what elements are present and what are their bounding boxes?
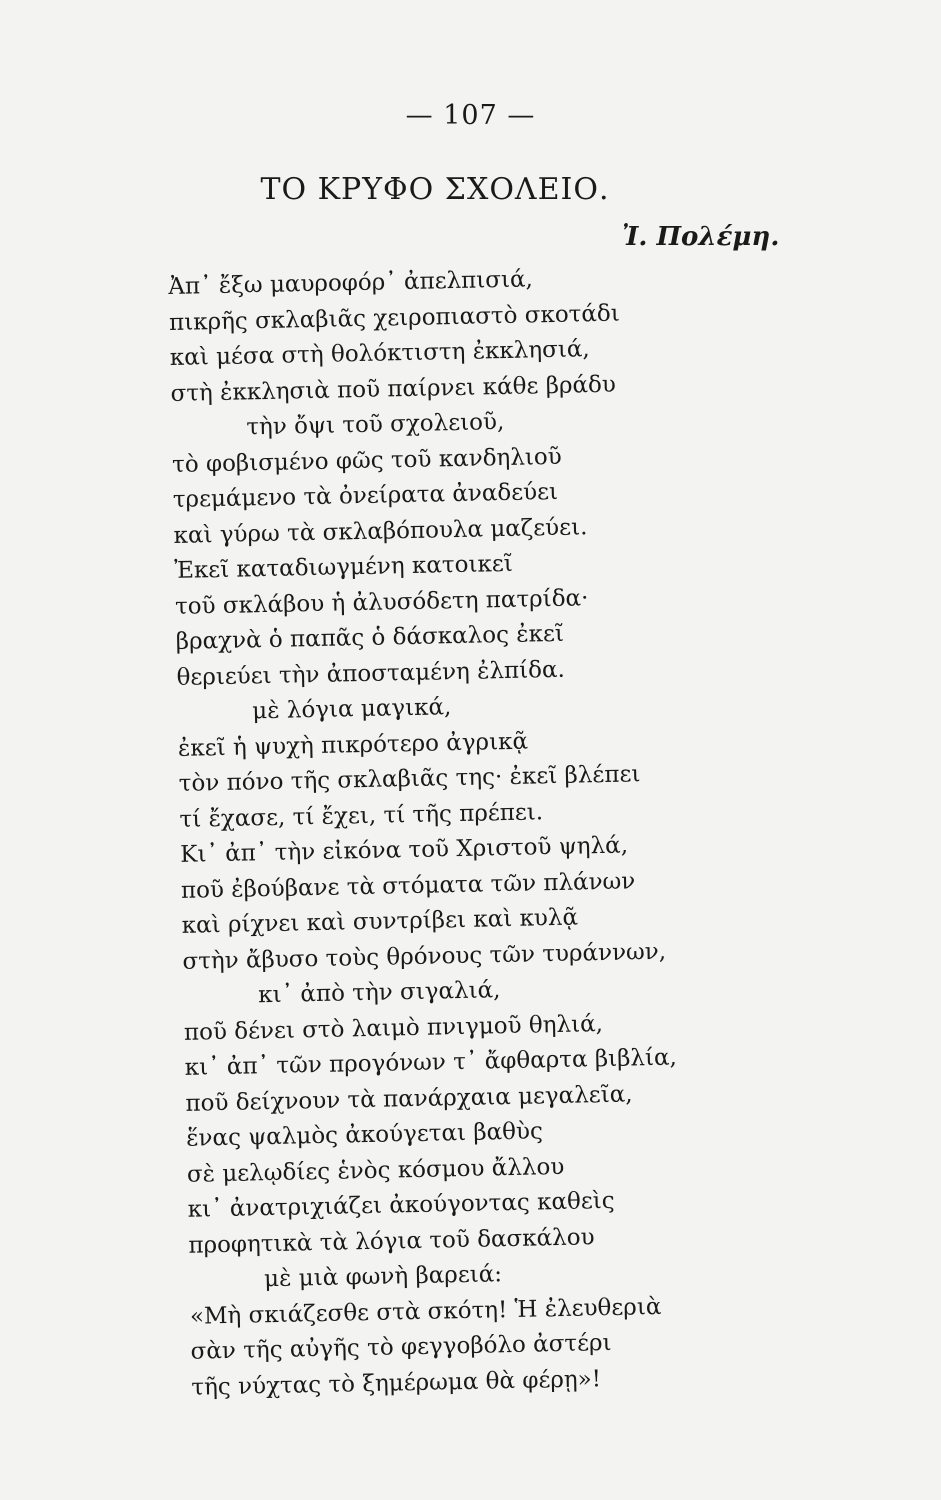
poem-line: «Μὴ σκιάζεσθε στὰ σκότη! Ἡ ἐλευθεριὰ (189, 1293, 662, 1330)
poem-line: θεριεύει τὴν ἀποσταμένη ἐλπίδα. (176, 656, 566, 691)
poem-line: τῆς νύχτας τὸ ξημέρωμα θὰ φέρῃ»! (191, 1365, 602, 1401)
poem-line: ποῦ δείχνουν τὰ πανάρχαια μεγαλεῖα, (185, 1080, 633, 1117)
poem-line: καὶ ρίχνει καὶ συντρίβει καὶ κυλᾷ (181, 904, 579, 939)
poem-line: τὴν ὄψι τοῦ σχολειοῦ, (246, 408, 505, 441)
page-number: — 107 — (405, 100, 536, 131)
poem-line: Κι᾿ ἀπ᾿ τὴν εἰκόνα τοῦ Χριστοῦ ψηλά, (179, 832, 629, 868)
poem-line: μὲ λόγια μαγικά, (251, 694, 452, 725)
poem-line: Ἐκεῖ καταδιωγμένη κατοικεῖ (174, 550, 514, 584)
poem-body (168, 255, 892, 1405)
poem-line: στὴ ἐκκλησιὰ ποῦ παίρνει κάθε βράδυ (170, 371, 617, 407)
poem-line: καὶ γύρω τὰ σκλαβόπουλα μαζεύει. (173, 513, 588, 549)
poem-line: ἐκεῖ ἡ ψυχὴ πικρότερο ἀγρικᾷ (177, 728, 529, 762)
poem-line: τὸν πόνο τῆς σκλαβιᾶς της· ἐκεῖ βλέπει (178, 761, 641, 797)
poem-line: τοῦ σκλάβου ἡ ἀλυσόδετη πατρίδα· (174, 584, 589, 620)
poem-line: μὲ μιὰ φωνὴ βαρειά: (263, 1261, 503, 1293)
poem-author: Ἰ. Πολέμη. (622, 222, 780, 252)
poem-line: σὲ μελῳδίες ἑνὸς κόσμου ἄλλου (186, 1153, 565, 1188)
poem-line: στὴν ἄβυσο τοὺς θρόνους τῶν τυράννων, (182, 938, 667, 975)
poem-line: κι᾿ ἀνατριχιάζει ἀκούγοντας καθεὶς (187, 1187, 615, 1223)
poem-line: βραχνὰ ὁ παπᾶς ὁ δάσκαλος ἐκεῖ (175, 620, 565, 655)
poem-line: ἕνας ψαλμὸς ἀκούγεται βαθὺς (185, 1118, 544, 1152)
poem-line: καὶ μέσα στὴ θολόκτιστη ἐκκλησιά, (169, 336, 590, 371)
poem-line: προφητικὰ τὰ λόγια τοῦ δασκάλου (188, 1223, 595, 1259)
poem-line: κι᾿ ἀπὸ τὴν σιγαλιά, (257, 977, 501, 1009)
poem-line: ποῦ ἐβούβανε τὰ στόματα τῶν πλάνων (180, 867, 636, 904)
poem-line: κι᾿ ἀπ᾿ τῶν προγόνων τ᾿ ἄφθαρτα βιβλία, (184, 1044, 678, 1081)
poem-line: Ἀπ᾿ ἔξω μαυροφόρ᾿ ἀπελπισιά, (168, 266, 534, 300)
poem-line: ποῦ δένει στὸ λαιμὸ πνιγμοῦ θηλιά, (183, 1010, 604, 1046)
poem-line: τὸ φοβισμένο φῶς τοῦ κανδηλιοῦ (171, 443, 562, 478)
poem-line: πικρῆς σκλαβιᾶς χειροπιαστὸ σκοτάδι (168, 300, 621, 336)
poem-title: ΤΟ ΚΡΥΦΟ ΣΧΟΛΕΙΟ. (260, 172, 610, 207)
poem-line: τί ἔχασε, τί ἔχει, τί τῆς πρέπει. (179, 798, 544, 833)
poem-line: τρεμάμενο τὰ ὀνείρατα ἀναδεύει (172, 478, 559, 513)
poem-line: σὰν τῆς αὐγῆς τὸ φεγγοβόλο ἀστέρι (190, 1329, 612, 1365)
